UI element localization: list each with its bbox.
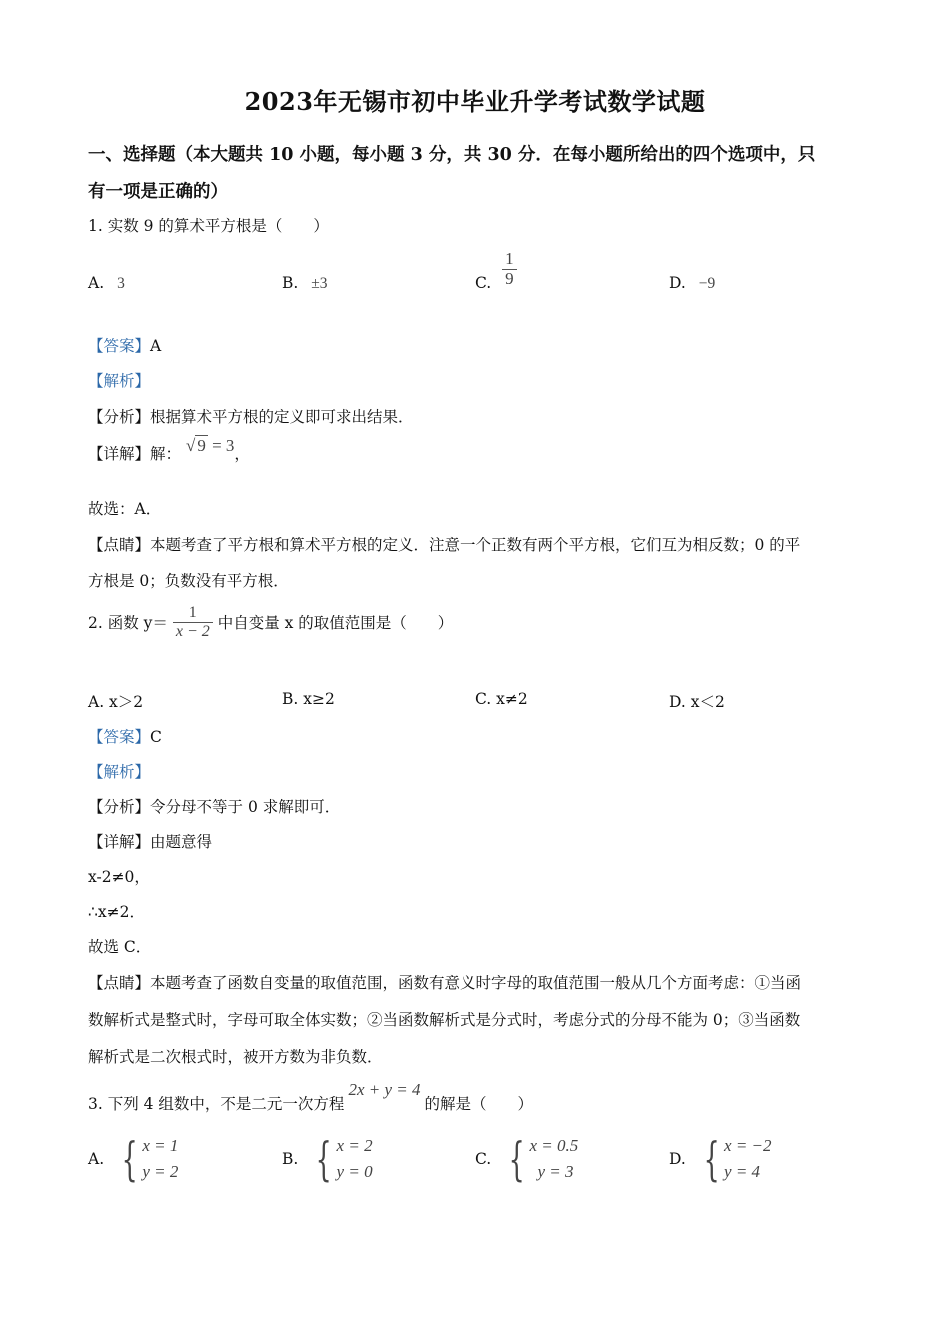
q1-option-b-value: ±3 <box>311 275 328 292</box>
q2-option-a: A. x＞2 <box>88 693 144 711</box>
q1-option-a-label: A. <box>88 274 105 292</box>
q1-sqrt-expression: √ 9 = 3 <box>185 436 235 455</box>
q2-comment-line-1 <box>88 971 801 993</box>
q2-fraction-numerator: 1 <box>188 604 197 621</box>
section-heading-line-1: 一、选择题（本大题共 10 小题，每小题 3 分，共 30 分．在每小题所给出的四个选项中，只 <box>88 145 816 165</box>
q2-answer <box>88 725 162 747</box>
q2-stem-suffix: 中自变量 x 的取值范围是（ ） <box>217 614 454 633</box>
q3-option-c-row-1: x = 0.5 <box>529 1136 579 1155</box>
q2-stem-prefix: 2. 函数 y＝ <box>88 614 168 633</box>
q2-comment-line-2: 数解析式是整式时，字母可取全体实数；②当函数解析式是分式时，考虑分式的分母不能为 0；③当函数 <box>88 1011 801 1029</box>
q2-detail-text: 由题意得 <box>150 833 213 851</box>
q3-option-b-row-2: y = 0 <box>336 1162 373 1181</box>
q2-fraction-denominator: x − 2 <box>173 622 213 641</box>
q3-option-d-label: D. <box>669 1150 686 1168</box>
q3-option-b-system <box>309 1132 373 1186</box>
q1-stem: 1. 实数 9 的算术平方根是（ ） <box>88 217 329 235</box>
q3-option-a-label: A. <box>88 1150 105 1168</box>
q2-comment-text-1: 本题考查了函数自变量的取值范围，函数有意义时字母的取值范围一般从几个方面考虑：①当函 <box>150 974 802 992</box>
q3-option-b-label: B. <box>282 1150 299 1168</box>
q1-comment-line-2: 方根是 0；负数没有平方根． <box>88 572 289 590</box>
q3-stem-suffix: 的解是（ ） <box>424 1095 533 1113</box>
q1-fenxi-text: 根据算术平方根的定义即可求出结果． <box>150 408 414 426</box>
brace-icon: { <box>703 1132 720 1186</box>
q2-analysis-tag: 【解析】 <box>88 763 151 781</box>
q1-choose: 故选：A． <box>88 500 162 518</box>
comment-tag: 【点睛】 <box>88 974 151 992</box>
q3-stem-prefix: 3. 下列 4 组数中，不是二元一次方程 <box>88 1095 345 1113</box>
q1-detail-prefix: 解： <box>150 445 182 463</box>
q1-sqrt-radicand: 9 <box>197 436 206 455</box>
q3-option-d-row-2: y = 4 <box>724 1162 761 1181</box>
brace-icon: { <box>315 1132 332 1186</box>
answer-tag: 【答案】 <box>88 728 151 746</box>
q2-choose: 故选 C． <box>88 938 152 956</box>
q3-option-a-system <box>115 1132 179 1186</box>
q3-option-c-label: C. <box>475 1150 492 1168</box>
q2-fenxi-text: 令分母不等于 0 求解即可． <box>150 798 341 816</box>
q3-option-c <box>475 1132 579 1186</box>
q1-option-c-numerator: 1 <box>505 249 514 268</box>
q2-option-d: D. x＜2 <box>669 693 725 711</box>
q3-option-d-row-1: x = −2 <box>724 1136 772 1155</box>
fenxi-tag: 【分析】 <box>88 408 151 426</box>
detail-tag: 【详解】 <box>88 833 151 851</box>
q1-answer <box>88 334 161 356</box>
q1-comment-line-1 <box>88 533 800 555</box>
q3-option-d <box>669 1132 772 1186</box>
q2-step-1: x-2≠0， <box>88 868 150 886</box>
q1-option-b-label: B. <box>282 274 299 292</box>
q1-option-c-fraction <box>502 250 517 288</box>
q3-option-d-system <box>697 1132 772 1186</box>
q1-option-d-value: −9 <box>698 275 716 292</box>
q3-option-c-row-2: y = 3 <box>537 1162 574 1181</box>
fenxi-tag: 【分析】 <box>88 798 151 816</box>
q3-option-a-row-1: x = 1 <box>142 1136 179 1155</box>
q2-stem <box>88 604 453 640</box>
detail-tag: 【详解】 <box>88 445 151 463</box>
q1-analysis-tag: 【解析】 <box>88 372 151 390</box>
q3-stem <box>88 1080 533 1114</box>
q3-equation: 2x + y = 4 <box>348 1080 421 1099</box>
q1-detail-suffix: ， <box>234 445 250 463</box>
q1-fenxi <box>88 405 414 427</box>
q3-option-c-system <box>502 1132 579 1186</box>
q1-answer-value: A <box>150 337 162 355</box>
q1-option-a-value: 3 <box>117 275 125 292</box>
q1-option-d <box>669 274 715 293</box>
page-title: 2023年无锡市初中毕业升学考试数学试题 <box>244 87 706 116</box>
brace-icon: { <box>121 1132 138 1186</box>
q2-fraction <box>173 604 213 640</box>
q3-option-b <box>282 1132 373 1186</box>
section-heading-line-2: 有一项是正确的） <box>88 182 228 202</box>
q1-option-c-label: C. <box>475 274 492 292</box>
q2-option-c: C. x≠2 <box>475 690 528 708</box>
comment-tag: 【点睛】 <box>88 536 151 554</box>
q2-step-2: ∴x≠2． <box>88 903 145 921</box>
q3-option-a <box>88 1132 179 1186</box>
q1-option-c-denominator: 9 <box>502 269 517 289</box>
q2-detail <box>88 830 212 852</box>
q2-comment-line-3: 解析式是二次根式时，被开方数为非负数． <box>88 1048 383 1066</box>
brace-icon: { <box>508 1132 525 1186</box>
q1-option-b <box>282 274 328 293</box>
q1-option-c <box>475 250 517 292</box>
q3-option-b-row-1: x = 2 <box>336 1136 373 1155</box>
q2-answer-value: C <box>150 728 162 746</box>
q1-comment-text-1: 本题考查了平方根和算术平方根的定义．注意一个正数有两个平方根，它们互为相反数；0 的平 <box>150 536 801 554</box>
q2-option-b: B. x≥2 <box>282 690 335 708</box>
q1-sqrt-result: = 3 <box>212 436 235 455</box>
q1-option-a <box>88 274 125 293</box>
answer-tag: 【答案】 <box>88 337 151 355</box>
q2-fenxi <box>88 795 340 817</box>
q1-detail <box>88 436 250 464</box>
q1-option-d-label: D. <box>669 274 686 292</box>
q3-option-a-row-2: y = 2 <box>142 1162 179 1181</box>
